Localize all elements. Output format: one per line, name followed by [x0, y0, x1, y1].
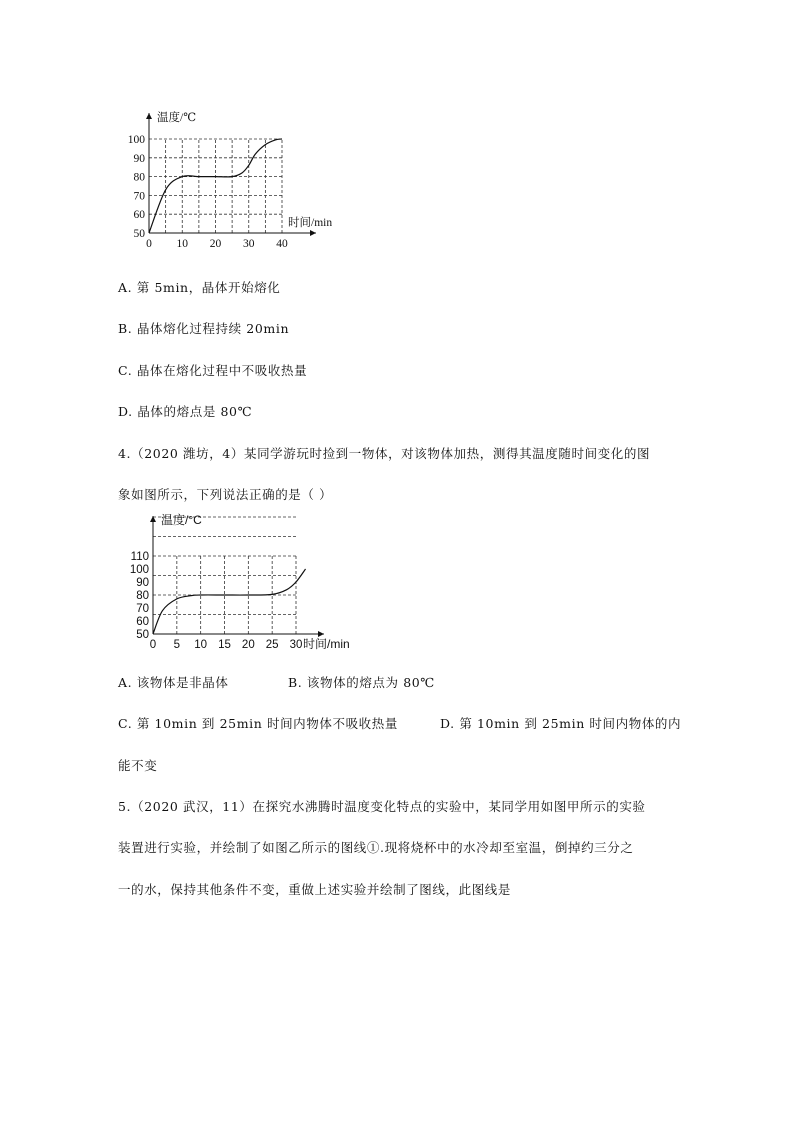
- x-tick-label: 30: [289, 639, 303, 651]
- y-axis-label: 温度/℃: [157, 112, 197, 124]
- data-curve: [153, 569, 306, 634]
- y-tick-label: 80: [133, 171, 145, 184]
- x-tick-label: 25: [265, 639, 279, 651]
- y-tick-label: 90: [133, 152, 145, 165]
- chart-2: [100, 510, 370, 660]
- y-tick-label: 50: [136, 629, 149, 641]
- y-tick-label: 110: [130, 551, 149, 563]
- q4-option-a: A. 该物体是非晶体: [118, 675, 229, 690]
- x-tick-label: 15: [218, 639, 231, 651]
- x-axis-label: 时间/min: [303, 637, 350, 651]
- chart-2-plot: [130, 512, 350, 651]
- x-tick-label: 0: [149, 639, 157, 651]
- q4-option-d: D. 第 10min 到 25min 时间内物体的内: [440, 716, 682, 731]
- q4-option-d-continued: 能不变: [118, 758, 158, 773]
- y-axis-arrow: [146, 113, 152, 119]
- q5-stem-line-3: 一的水，保持其他条件不变，重做上述实验并绘制了图线，此图线是: [118, 882, 512, 897]
- x-tick-label: 20: [241, 639, 255, 651]
- x-tick-label: 5: [173, 639, 181, 651]
- y-tick-label: 70: [133, 190, 145, 203]
- y-tick-label: 100: [129, 564, 149, 576]
- y-tick-label: 60: [133, 209, 145, 222]
- q4-options-ab: [118, 673, 435, 691]
- y-tick-label: 60: [136, 616, 149, 628]
- y-tick-label: 90: [136, 577, 149, 589]
- y-tick-label: 100: [127, 134, 145, 146]
- y-tick-label: 70: [136, 603, 149, 615]
- x-tick-label: 10: [176, 238, 188, 250]
- q3-option-d: D. 晶体的熔点是 80℃: [118, 404, 253, 419]
- y-tick-label: 50: [133, 228, 145, 240]
- q5-stem-line-1: 5.（2020 武汉，11）在探究水沸腾时温度变化特点的实验中，某同学用如图甲所示的实验: [118, 799, 646, 814]
- x-axis-arrow: [310, 230, 316, 236]
- q3-option-a: A. 第 5min，晶体开始熔化: [118, 280, 281, 295]
- chart-1-plot: [128, 110, 333, 250]
- x-tick-label: 0: [146, 238, 152, 250]
- q5-stem-line-2: 装置进行实验，并绘制了如图乙所示的图线①.现将烧杯中的水冷却至室温，倒掉约三分之: [118, 840, 634, 855]
- q3-option-b: B. 晶体熔化过程持续 20min: [118, 321, 290, 336]
- q4-stem-line-2: 象如图所示，下列说法正确的是（ ）: [118, 487, 333, 502]
- q4-option-c: C. 第 10min 到 25min 时间内物体不吸收热量: [118, 716, 398, 731]
- q4-option-b: B. 该物体的熔点为 80℃: [288, 675, 435, 690]
- x-tick-label: 40: [276, 238, 288, 250]
- q4-options-cd: [118, 714, 681, 732]
- y-tick-label: 80: [136, 590, 149, 602]
- x-tick-label: 10: [194, 639, 208, 651]
- q3-option-c: C. 晶体在熔化过程中不吸收热量: [118, 363, 308, 378]
- x-tick-label: 30: [243, 238, 255, 250]
- chart-1: [100, 105, 360, 255]
- y-axis-label: 温度/°C: [161, 513, 202, 527]
- x-tick-label: 20: [209, 238, 222, 250]
- q4-stem-line-1: 4.（2020 潍坊，4）某同学游玩时捡到一物体，对该物体加热，测得其温度随时间变化的图: [118, 446, 651, 461]
- x-axis-label: 时间/min: [288, 217, 333, 229]
